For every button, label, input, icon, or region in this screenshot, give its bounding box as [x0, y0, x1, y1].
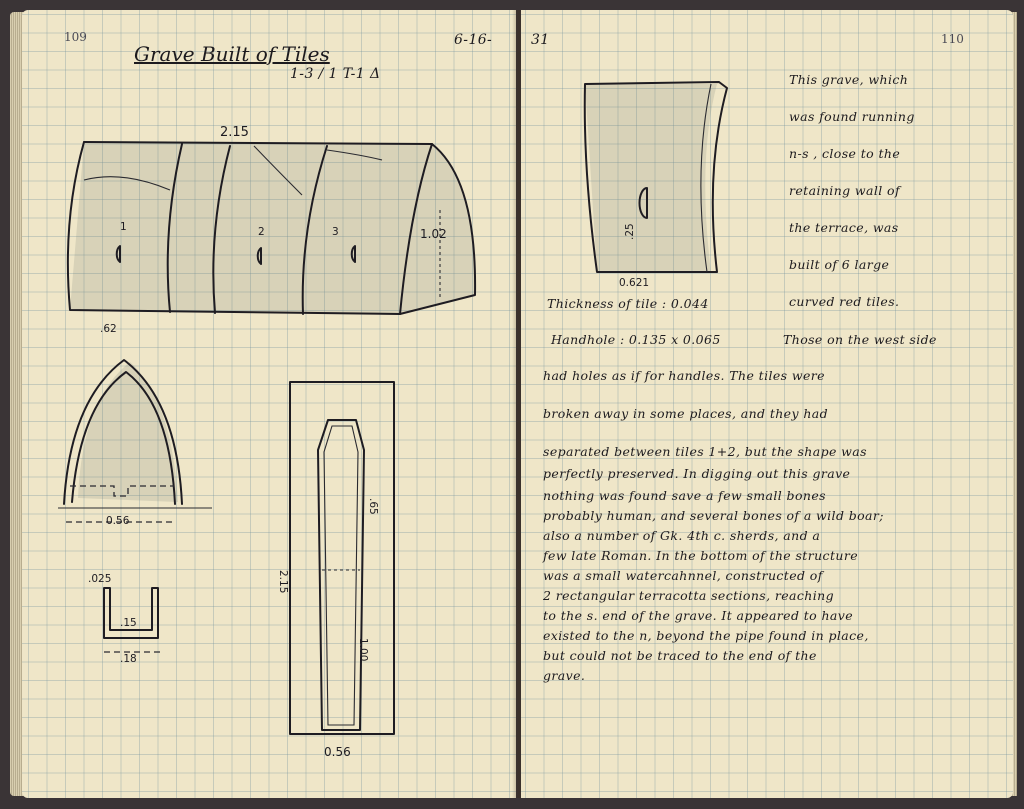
note-line: nothing was found save a few small bones	[543, 488, 826, 503]
dim-height: 1.02	[420, 227, 447, 241]
date-right: 31	[531, 32, 550, 48]
note-line: broken away in some places, and they had	[543, 406, 829, 421]
note-line: This grave, which	[789, 72, 909, 87]
page-title: Grave Built of Tiles	[134, 42, 330, 66]
dim-plan-length: 2.15	[277, 570, 289, 594]
note-line: but could not be traced to the end of the	[543, 648, 817, 663]
note-line: was found running	[789, 109, 915, 124]
dim-front-base: .62	[100, 323, 117, 335]
tile-number-1: 1	[120, 221, 127, 233]
note-line: probably human, and several bones of a wild boar;	[543, 508, 884, 523]
note-line: Those on the west side	[783, 332, 937, 347]
tile-number-2: 2	[258, 226, 265, 238]
left-page	[22, 10, 516, 798]
date-left: 6-16-	[454, 32, 493, 48]
page-number-left: 109	[64, 30, 87, 44]
dim-plan-inner: .65	[367, 498, 379, 515]
note-line: separated between tiles 1+2, but the shape was	[543, 444, 867, 459]
page-number-right: 110	[941, 32, 964, 46]
note-line: 2 rectangular terracotta sections, reaching	[543, 588, 834, 603]
note-line: n-s , close to the	[789, 146, 901, 161]
note-line: built of 6 large	[789, 257, 890, 272]
note-line: was a small watercahnnel, constructed of	[543, 568, 823, 583]
right-page	[521, 10, 1013, 798]
dim-channel-width: .18	[120, 653, 137, 665]
handhole-note: Handhole : 0.135 x 0.065	[551, 332, 721, 347]
dim-plan-lower: 1.00	[357, 638, 369, 662]
dim-length: 2.15	[220, 125, 249, 140]
note-line: existed to the n, beyond the pipe found in place,	[543, 628, 869, 643]
note-line: had holes as if for handles. The tiles were	[543, 368, 825, 383]
dim-channel-lip: .025	[88, 573, 112, 585]
thickness-note: Thickness of tile : 0.044	[547, 296, 709, 311]
dim-plan-width: 0.56	[324, 745, 351, 759]
note-line: few late Roman. In the bottom of the structure	[543, 548, 858, 563]
note-line: curved red tiles.	[789, 294, 900, 309]
note-line: also a number of Gk. 4th c. sherds, and a	[543, 528, 821, 543]
grave-drawings	[22, 10, 516, 798]
dim-channel-inner: .15	[120, 617, 137, 629]
tile-dim-height: .25	[624, 223, 636, 240]
tile-dim-width: 0.621	[619, 277, 650, 289]
note-line: perfectly preserved. In digging out this grave	[543, 466, 851, 481]
tile-drawing	[521, 10, 1013, 310]
tile-number-3: 3	[332, 226, 339, 238]
note-line: grave.	[543, 668, 586, 683]
note-line: retaining wall of	[789, 183, 900, 198]
scale-note: 1-3 / 1 T-1 Δ	[290, 66, 381, 82]
dim-section-width: 0.56	[106, 515, 130, 527]
note-line: the terrace, was	[789, 220, 899, 235]
note-line: to the s. end of the grave. It appeared to have	[543, 608, 854, 623]
